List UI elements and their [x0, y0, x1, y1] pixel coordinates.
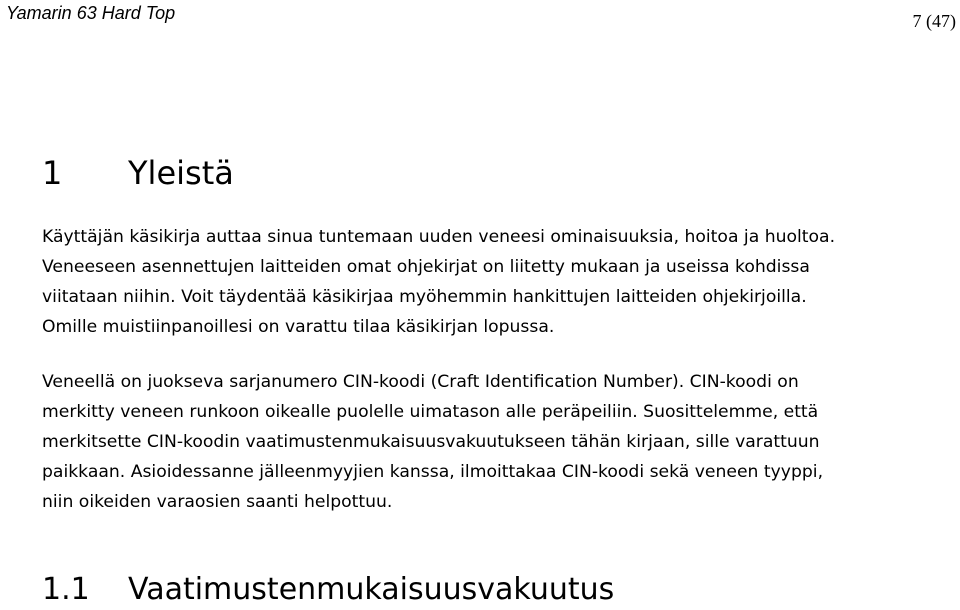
- page-number: 7 (47): [912, 11, 956, 31]
- paragraph-cin-code: [42, 367, 942, 517]
- paragraph-line: merkitsette CIN-koodin vaatimustenmukaisuusvakuutukseen tähän kirjaan, sille varattuun: [42, 432, 820, 452]
- section-heading-1-1: [42, 570, 614, 610]
- subsection-title: Vaatimustenmukaisuusvakuutus: [128, 572, 615, 607]
- paragraph-line: Veneellä on juokseva sarjanumero CIN-koodi (Craft Identification Number). CIN-koodi on: [42, 372, 799, 392]
- paragraph-line: niin oikeiden varaosien saanti helpottuu.: [42, 492, 393, 512]
- paragraph-line: Veneeseen asennettujen laitteiden omat ohjekirjat on liitetty mukaan ja useissa kohdissa: [42, 257, 810, 277]
- section-number: 1: [42, 154, 63, 192]
- paragraph-line: merkitty veneen runkoon oikealle puolelle uimatason alle peräpeiliin. Suosittelemme, että: [42, 402, 819, 422]
- paragraph-intro: [42, 222, 942, 342]
- section-heading-1: [42, 153, 234, 193]
- paragraph-line: Omille muistiinpanoillesi on varattu tilaa käsikirjan lopussa.: [42, 317, 555, 337]
- subsection-number: 1.1: [42, 572, 90, 607]
- paragraph-line: Käyttäjän käsikirja auttaa sinua tuntemaan uuden veneesi ominaisuuksia, hoitoa ja huoltoa.: [42, 227, 836, 247]
- section-title: Yleistä: [128, 154, 234, 192]
- document-header-title: Yamarin 63 Hard Top: [6, 3, 176, 23]
- paragraph-line: paikkaan. Asioidessanne jälleenmyyjien kanssa, ilmoittakaa CIN-koodi sekä veneen tyyppi,: [42, 462, 824, 482]
- paragraph-line: viitataan niihin. Voit täydentää käsikirjaa myöhemmin hankittujen laitteiden ohjekirjoilla.: [42, 287, 807, 307]
